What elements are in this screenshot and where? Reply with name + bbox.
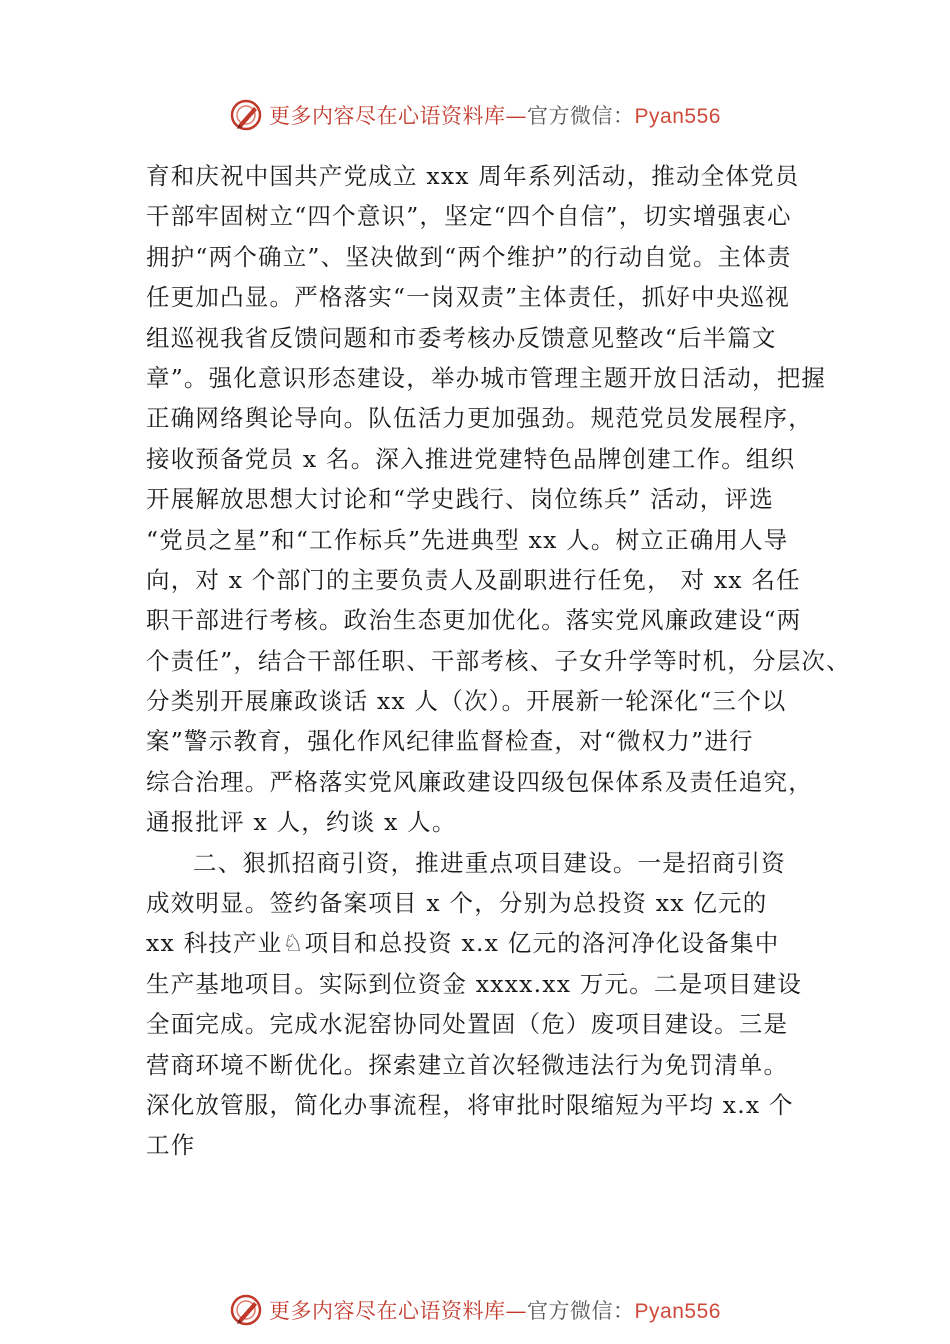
pen-logo-icon [229, 1293, 263, 1327]
watermark-dash: — [505, 1299, 528, 1323]
body-line: 育和庆祝中国共产党成立 xxx 周年系列活动，推动全体党员 [146, 162, 800, 190]
body-line: 开展解放思想大讨论和“学史践行、岗位练兵” 活动，评选 [146, 485, 774, 514]
body-line: 向，对 x 个部门的主要负责人及副职进行任免， 对 xx 名任 [146, 565, 801, 594]
body-line: 通报批评 x 人，约谈 x 人。 [146, 808, 457, 837]
body-line: 分类别开展廉政谈话 xx 人（次）。开展新一轮深化“三个以 [146, 687, 787, 716]
body-line: 案”警示教育，强化作风纪律监督检查，对“微权力”进行 [146, 727, 754, 756]
watermark-main: 更多内容尽在心语资料库 [269, 1299, 506, 1323]
body-line: 全面完成。完成水泥窑协同处置固（危）废项目建设。三是 [146, 1010, 789, 1039]
body-line: 成效明显。签约备案项目 x 个，分别为总投资 xx 亿元的 [146, 889, 768, 918]
document-body [146, 156, 851, 1166]
footer-watermark [0, 1290, 950, 1330]
body-line: 组巡视我省反馈问题和市委考核办反馈意见整改“后半篇文 [146, 323, 777, 352]
watermark-text [269, 1295, 721, 1325]
watermark-text [269, 100, 721, 130]
section-heading-line: 二、狠抓招商引资，推进重点项目建设。一是招商引资 [193, 848, 786, 877]
body-line: 生产基地项目。实际到位资金 xxxx.xx 万元。二是项目建设 [146, 969, 803, 998]
body-line: xx 科技产业♘项目和总投资 x.x 亿元的洛河净化设备集中 [146, 929, 780, 958]
pen-logo-icon [229, 98, 263, 132]
watermark-id: Pyan556 [634, 105, 721, 128]
body-line: 营商环境不断优化。探索建立首次轻微违法行为免罚清单。 [146, 1050, 789, 1079]
body-line: 工作 [146, 1131, 196, 1160]
watermark-dash: — [505, 104, 528, 128]
body-line: 正确网络舆论导向。队伍活力更加强劲。规范党员发展程序， [146, 404, 813, 433]
body-line: 章”。强化意识形态建设，举办城市管理主题开放日活动，把握 [146, 363, 827, 392]
header-watermark [0, 95, 950, 135]
body-line: 深化放管服，简化办事流程，将审批时限缩短为平均 x.x 个 [146, 1090, 794, 1119]
body-line: 个责任”，结合干部任职、干部考核、子女升学等时机，分层次、 [146, 646, 851, 675]
body-line: 拥护“两个确立”、坚决做到“两个维护”的行动自觉。主体责 [146, 242, 792, 271]
watermark-id: Pyan556 [634, 1300, 721, 1323]
body-line: 职干部进行考核。政治生态更加优化。落实党风廉政建设“两 [146, 606, 802, 635]
watermark-official: 官方微信： [527, 104, 635, 128]
watermark-main: 更多内容尽在心语资料库 [269, 104, 506, 128]
body-line: 干部牢固树立“四个意识”，坚定“四个自信”，切实增强衷心 [146, 202, 792, 231]
watermark-official: 官方微信： [527, 1299, 635, 1323]
body-line: 综合治理。严格落实党风廉政建设四级包保体系及责任追究， [146, 767, 813, 796]
body-line: “党员之星”和“工作标兵”先进典型 xx 人。树立正确用人导 [146, 525, 789, 554]
body-line: 接收预备党员 x 名。深入推进党建特色品牌创建工作。组织 [146, 444, 796, 473]
body-line: 任更加凸显。严格落实“一岗双责”主体责任，抓好中央巡视 [146, 283, 790, 312]
